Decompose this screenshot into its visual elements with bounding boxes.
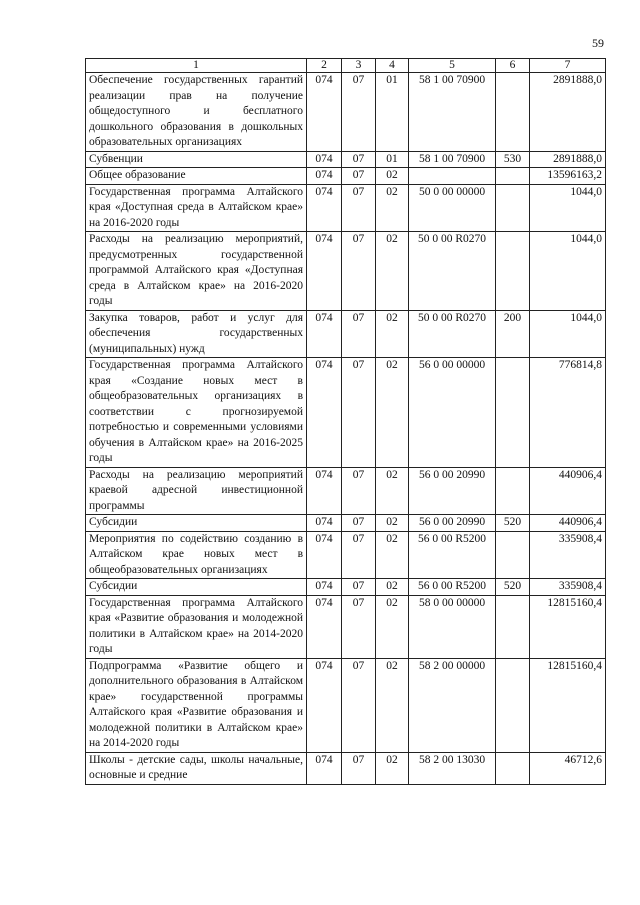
row-expense-type: 520 [496, 515, 530, 532]
row-subsection: 02 [376, 595, 409, 658]
row-expense-type [496, 531, 530, 579]
budget-table [85, 58, 606, 785]
row-expense-type: 200 [496, 310, 530, 358]
row-name: Подпрограмма «Развитие общего и дополнительного образования в Алтайском крае» государственной программы Алтайского края «Развитие образования и молодежной политики в Алтайском крае» на 2014-2020 годы [86, 658, 307, 752]
row-ministry-code: 074 [307, 515, 342, 532]
row-section: 07 [342, 168, 376, 185]
row-section: 07 [342, 752, 376, 784]
row-expense-type: 520 [496, 579, 530, 596]
row-target-article: 58 1 00 70900 [409, 151, 496, 168]
row-subsection: 02 [376, 467, 409, 515]
row-name: Мероприятия по содействию созданию в Алтайском крае новых мест в общеобразовательных организациях [86, 531, 307, 579]
row-name: Школы - детские сады, школы начальные, основные и средние [86, 752, 307, 784]
row-section: 07 [342, 184, 376, 232]
row-amount: 2891888,0 [530, 73, 606, 152]
row-section: 07 [342, 73, 376, 152]
row-subsection: 02 [376, 515, 409, 532]
row-section: 07 [342, 531, 376, 579]
row-subsection: 02 [376, 752, 409, 784]
row-target-article: 58 1 00 70900 [409, 73, 496, 152]
row-amount: 12815160,4 [530, 658, 606, 752]
row-amount: 776814,8 [530, 358, 606, 468]
row-ministry-code: 074 [307, 531, 342, 579]
row-subsection: 02 [376, 358, 409, 468]
row-section: 07 [342, 515, 376, 532]
row-amount: 1044,0 [530, 310, 606, 358]
row-section: 07 [342, 658, 376, 752]
table-row [86, 184, 606, 232]
row-subsection: 02 [376, 168, 409, 185]
header-col-5: 5 [409, 59, 496, 73]
row-ministry-code: 074 [307, 752, 342, 784]
table-row [86, 531, 606, 579]
table-row [86, 467, 606, 515]
row-expense-type [496, 658, 530, 752]
table-row [86, 358, 606, 468]
row-name: Обеспечение государственных гарантий реализации прав на получение общедоступного и бесплатного дошкольного образования в дошкольных образовательных организациях [86, 73, 307, 152]
row-name: Государственная программа Алтайского края «Создание новых мест в общеобразовательных организациях в соответствии с прогнозируемой потребностью и современными условиями обучения в Алтайском крае» на 2016-2025 годы [86, 358, 307, 468]
header-col-6: 6 [496, 59, 530, 73]
page-number: 59 [592, 36, 604, 50]
row-amount: 335908,4 [530, 579, 606, 596]
row-name: Расходы на реализацию мероприятий, предусмотренных государственной программой Алтайского края «Доступная среда в Алтайском крае» на 2016-2020 годы [86, 232, 307, 311]
row-amount: 335908,4 [530, 531, 606, 579]
table-row [86, 310, 606, 358]
row-expense-type [496, 232, 530, 311]
header-col-4: 4 [376, 59, 409, 73]
table-row [86, 595, 606, 658]
table-row [86, 151, 606, 168]
row-section: 07 [342, 151, 376, 168]
table-row [86, 658, 606, 752]
table-row [86, 752, 606, 784]
row-section: 07 [342, 467, 376, 515]
row-amount: 440906,4 [530, 515, 606, 532]
table-row [86, 232, 606, 311]
row-expense-type [496, 752, 530, 784]
row-name: Расходы на реализацию мероприятий краевой адресной инвестиционной программы [86, 467, 307, 515]
row-name: Субсидии [86, 579, 307, 596]
row-amount: 440906,4 [530, 467, 606, 515]
row-subsection: 02 [376, 658, 409, 752]
row-expense-type [496, 73, 530, 152]
row-target-article: 58 2 00 13030 [409, 752, 496, 784]
row-ministry-code: 074 [307, 73, 342, 152]
row-amount: 1044,0 [530, 184, 606, 232]
row-target-article [409, 168, 496, 185]
header-col-3: 3 [342, 59, 376, 73]
row-ministry-code: 074 [307, 151, 342, 168]
row-target-article: 56 0 00 R5200 [409, 531, 496, 579]
row-name: Закупка товаров, работ и услуг для обеспечения государственных (муниципальных) нужд [86, 310, 307, 358]
table-row [86, 515, 606, 532]
row-name: Государственная программа Алтайского края «Доступная среда в Алтайском крае» на 2016-2020 годы [86, 184, 307, 232]
row-ministry-code: 074 [307, 467, 342, 515]
header-col-2: 2 [307, 59, 342, 73]
table-row [86, 579, 606, 596]
row-expense-type [496, 168, 530, 185]
row-expense-type [496, 595, 530, 658]
row-section: 07 [342, 310, 376, 358]
row-subsection: 01 [376, 73, 409, 152]
row-name: Государственная программа Алтайского края «Развитие образования и молодежной политики в Алтайском крае» на 2014-2020 годы [86, 595, 307, 658]
row-ministry-code: 074 [307, 658, 342, 752]
row-expense-type: 530 [496, 151, 530, 168]
header-row [86, 59, 606, 73]
row-name: Субсидии [86, 515, 307, 532]
row-name: Общее образование [86, 168, 307, 185]
row-expense-type [496, 184, 530, 232]
row-target-article: 56 0 00 R5200 [409, 579, 496, 596]
row-section: 07 [342, 595, 376, 658]
row-ministry-code: 074 [307, 310, 342, 358]
row-target-article: 58 0 00 00000 [409, 595, 496, 658]
row-ministry-code: 074 [307, 184, 342, 232]
header-col-7: 7 [530, 59, 606, 73]
table-row [86, 73, 606, 152]
row-target-article: 56 0 00 20990 [409, 467, 496, 515]
row-name: Субвенции [86, 151, 307, 168]
row-target-article: 58 2 00 00000 [409, 658, 496, 752]
row-ministry-code: 074 [307, 595, 342, 658]
row-amount: 12815160,4 [530, 595, 606, 658]
row-target-article: 50 0 00 R0270 [409, 310, 496, 358]
row-ministry-code: 074 [307, 168, 342, 185]
row-target-article: 50 0 00 R0270 [409, 232, 496, 311]
row-expense-type [496, 467, 530, 515]
row-subsection: 02 [376, 232, 409, 311]
row-section: 07 [342, 579, 376, 596]
row-expense-type [496, 358, 530, 468]
row-ministry-code: 074 [307, 579, 342, 596]
row-ministry-code: 074 [307, 358, 342, 468]
row-section: 07 [342, 232, 376, 311]
row-amount: 1044,0 [530, 232, 606, 311]
row-ministry-code: 074 [307, 232, 342, 311]
table-row [86, 168, 606, 185]
row-subsection: 02 [376, 531, 409, 579]
row-subsection: 02 [376, 579, 409, 596]
row-subsection: 02 [376, 184, 409, 232]
row-amount: 46712,6 [530, 752, 606, 784]
header-col-1: 1 [86, 59, 307, 73]
row-target-article: 56 0 00 20990 [409, 515, 496, 532]
row-target-article: 50 0 00 00000 [409, 184, 496, 232]
row-subsection: 01 [376, 151, 409, 168]
row-target-article: 56 0 00 00000 [409, 358, 496, 468]
row-subsection: 02 [376, 310, 409, 358]
row-amount: 2891888,0 [530, 151, 606, 168]
row-amount: 13596163,2 [530, 168, 606, 185]
row-section: 07 [342, 358, 376, 468]
